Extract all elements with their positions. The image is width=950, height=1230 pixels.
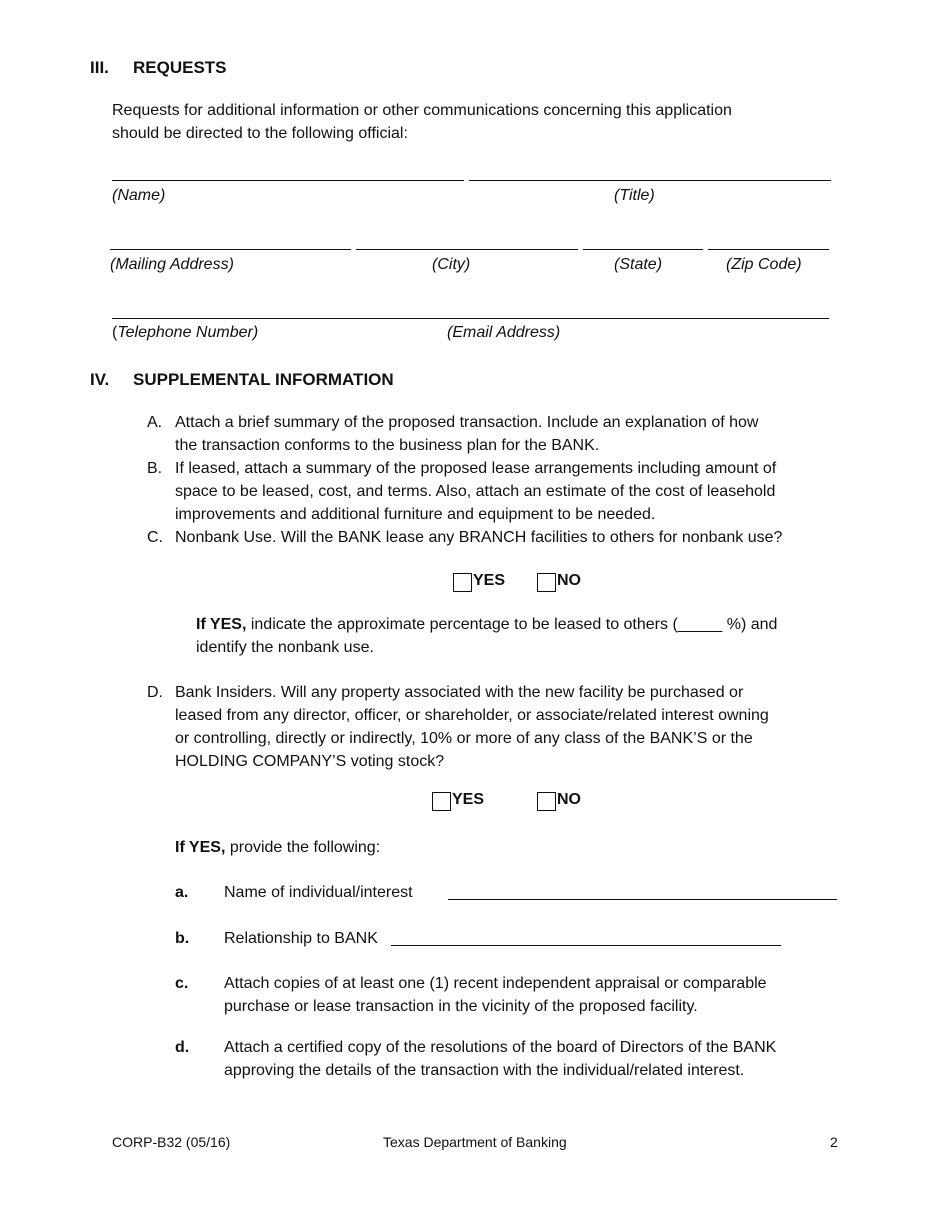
- item-c-yes-checkbox[interactable]: [453, 573, 472, 592]
- item-c-line1: Nonbank Use. Will the BANK lease any BRANCH facilities to others for nonbank use?: [175, 529, 783, 546]
- footer-page-number: 2: [830, 1134, 838, 1150]
- subitem-c-line1: Attach copies of at least one (1) recent independent appraisal or comparable: [224, 975, 767, 992]
- subitem-b-text: Relationship to BANK: [224, 930, 378, 947]
- item-b-line1: If leased, attach a summary of the proposed lease arrangements including amount of: [175, 460, 777, 477]
- item-c-followup-bold: If YES,: [196, 616, 247, 633]
- state-label: (State): [614, 256, 663, 273]
- footer-form-id: CORP-B32 (05/16): [112, 1134, 231, 1150]
- item-a-line1: Attach a brief summary of the proposed transaction. Include an explanation of how: [175, 414, 759, 431]
- item-d-yes-checkbox[interactable]: [432, 792, 451, 811]
- item-d-followup-rest: provide the following:: [225, 839, 381, 856]
- item-a-line2: the transaction conforms to the business plan for the BANK.: [175, 437, 600, 454]
- item-c-no-checkbox[interactable]: [537, 573, 556, 592]
- item-d-line1: Bank Insiders. Will any property associated with the new facility be purchased or: [175, 684, 744, 701]
- item-d-no-label: NO: [557, 791, 581, 808]
- item-c-followup-line1: [196, 613, 777, 636]
- subitem-d-line1: Attach a certified copy of the resolutions of the board of Directors of the BANK: [224, 1039, 777, 1056]
- mailing-address-field-line[interactable]: [110, 249, 351, 250]
- title-label: (Title): [614, 187, 655, 204]
- zip-label: (Zip Code): [726, 256, 802, 273]
- name-label: (Name): [112, 187, 166, 204]
- item-d-followup-bold: If YES,: [175, 839, 226, 856]
- item-c-no-label: NO: [557, 572, 581, 589]
- subitem-c-line2: purchase or lease transaction in the vicinity of the proposed facility.: [224, 998, 698, 1015]
- section-iv-number: IV.: [90, 370, 110, 389]
- email-label: (Email Address): [447, 324, 561, 341]
- item-d-letter: D.: [147, 684, 163, 701]
- telephone-label-paren: (: [112, 324, 118, 341]
- telephone-label: [112, 324, 258, 342]
- item-c-yes-label: YES: [473, 572, 506, 589]
- item-d-line2: leased from any director, officer, or shareholder, or associate/related interest owning: [175, 707, 769, 724]
- subitem-a-letter: a.: [175, 884, 189, 901]
- item-b-line3: improvements and additional furniture and equipment to be needed.: [175, 506, 656, 523]
- section-iii-number: III.: [90, 58, 109, 77]
- individual-interest-field-line[interactable]: [448, 899, 837, 900]
- phone-email-field-line[interactable]: [112, 318, 829, 319]
- section-iii-title: REQUESTS: [133, 58, 227, 77]
- title-field-line[interactable]: [469, 180, 831, 181]
- requests-intro-line2: should be directed to the following official:: [112, 125, 408, 142]
- relationship-field-line[interactable]: [391, 945, 781, 946]
- name-field-line[interactable]: [112, 180, 464, 181]
- item-c-letter: C.: [147, 529, 163, 546]
- state-field-line[interactable]: [583, 249, 703, 250]
- item-b-letter: B.: [147, 460, 163, 477]
- item-d-followup: [175, 836, 380, 859]
- subitem-d-line2: approving the details of the transaction with the individual/related interest.: [224, 1062, 745, 1079]
- item-b-line2: space to be leased, cost, and terms. Also, attach an estimate of the cost of leasehold: [175, 483, 776, 500]
- item-d-line3: or controlling, directly or indirectly, 10% or more of any class of the BANK’S or the: [175, 730, 753, 747]
- requests-intro-line1: Requests for additional information or other communications concerning this application: [112, 102, 732, 119]
- city-field-line[interactable]: [356, 249, 578, 250]
- telephone-label-text: Telephone Number): [117, 324, 259, 341]
- subitem-c-letter: c.: [175, 975, 189, 992]
- item-c-followup-rest: indicate the approximate percentage to be leased to others (_____ %) and: [246, 616, 778, 633]
- footer-agency: Texas Department of Banking: [383, 1134, 567, 1150]
- city-label: (City): [432, 256, 471, 273]
- section-iv-title: SUPPLEMENTAL INFORMATION: [133, 370, 394, 389]
- item-d-no-checkbox[interactable]: [537, 792, 556, 811]
- mailing-address-label: (Mailing Address): [110, 256, 234, 273]
- item-d-line4: HOLDING COMPANY’S voting stock?: [175, 753, 445, 770]
- zip-field-line[interactable]: [708, 249, 829, 250]
- subitem-a-text: Name of individual/interest: [224, 884, 413, 901]
- subitem-d-letter: d.: [175, 1039, 190, 1056]
- item-d-yes-label: YES: [452, 791, 485, 808]
- item-a-letter: A.: [147, 414, 163, 431]
- subitem-b-letter: b.: [175, 930, 190, 947]
- item-c-followup-line2: identify the nonbank use.: [196, 639, 374, 656]
